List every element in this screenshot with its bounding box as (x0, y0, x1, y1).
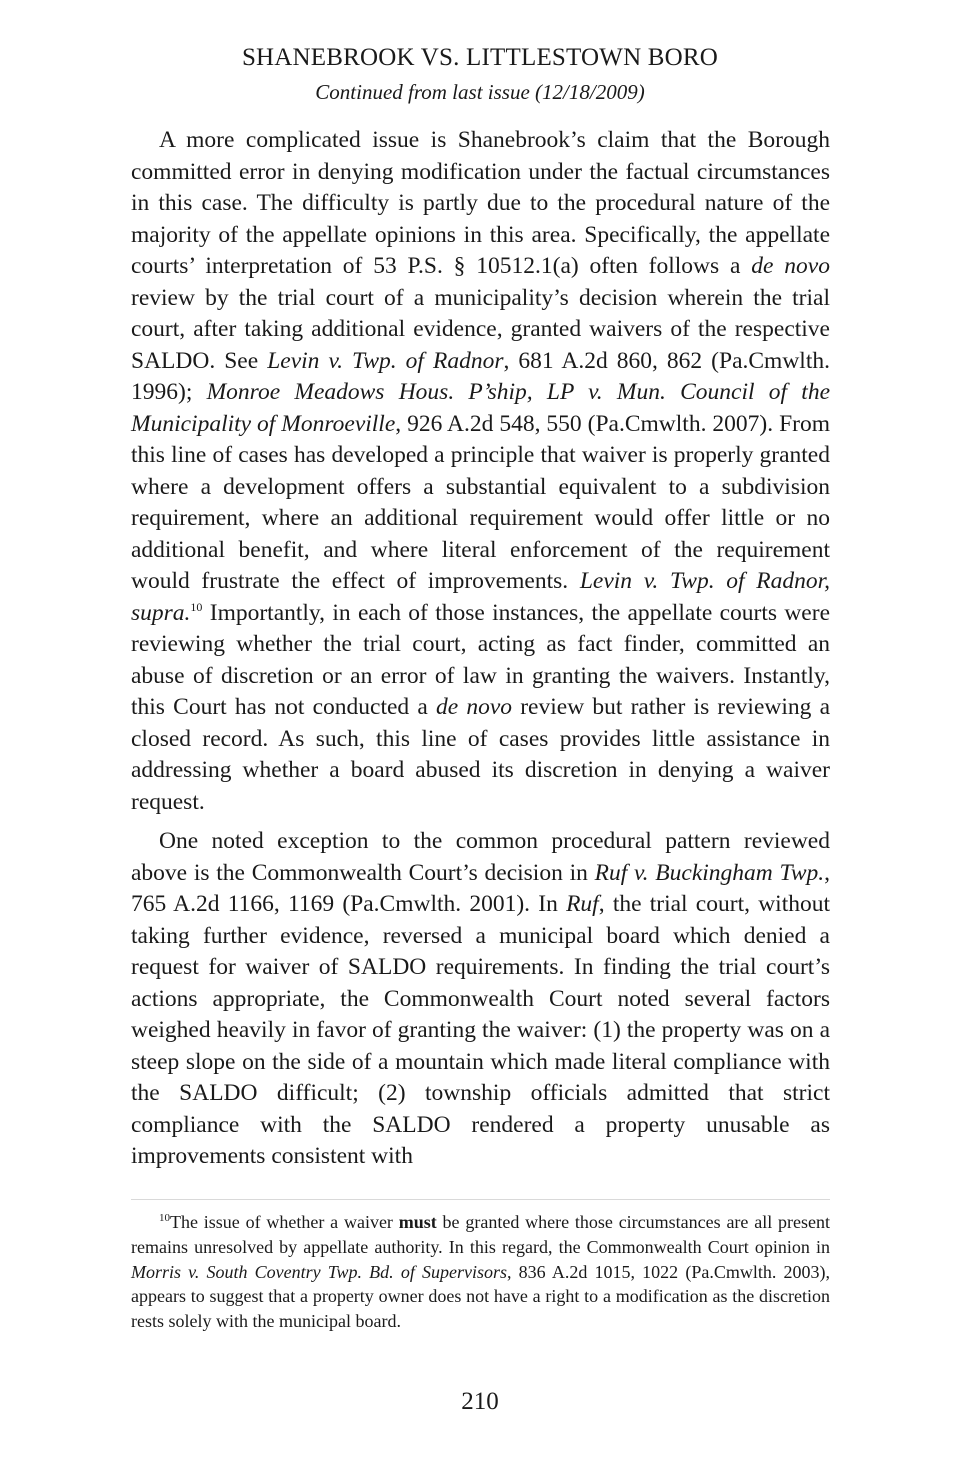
body-text (131, 125, 830, 1173)
footnote-reference[interactable]: 10 (190, 599, 203, 614)
text-run: The issue of whether a waiver (170, 1212, 399, 1232)
footnote-divider (131, 1199, 830, 1200)
case-citation: Ruf (566, 891, 599, 917)
text-run: A more complicated issue is Shanebrook’s claim that the Borough committed error in denying modification under the factual circumstances in this case. The difficulty is partly due to the procedural nature of the majority of the appellate opinions in this area. Specifically, the appellate courts’ interpretation of 53 P.S. § 10512.1(a) often follows a (131, 127, 830, 279)
text-run: , 836 A.2d 1015, 1022 (Pa.Cmwlth. 2003), appears to suggest that a property owner does not have a right to a modification as the discretion rests solely with the municipal board. (131, 1261, 830, 1332)
text-run: review but rather is reviewing a closed record. As such, this line of cases provides little assistance in addressing whether a board abused its discretion in denying a waiver request. (131, 694, 831, 815)
footnote (131, 1210, 830, 1334)
case-title: SHANEBROOK VS. LITTLESTOWN BORO (241, 44, 719, 71)
case-citation: Monroe Meadows Hous. P’ship, LP v. Mun. Council of the Municipality of Monroeville (131, 379, 830, 437)
case-citation: Levin v. Twp. of Radnor (267, 347, 504, 374)
bold-term: must (398, 1212, 437, 1232)
text-run: be granted where those circumstances are all present remains unresolved by appellate authority. In this regard, the Commonwealth Court opinion in (131, 1212, 830, 1257)
text-run: review by the trial court of a municipality’s decision wherein the trial court, after taking additional evidence, granted waivers of the respective SALDO. See (131, 284, 830, 374)
page-number: 210 (461, 1388, 499, 1415)
continuation-note: Continued from last issue (12/18/2009) (315, 80, 645, 104)
text-run: , 926 A.2d 548, 550 (Pa.Cmwlth. 2007). From this line of cases has developed a principle that waiver is properly granted where a development offers a substantial equivalent to a subdivision requirement, where an additional requirement would offer little or no additional benefit, and where literal enforcement of the requirement would frustrate the effect of improvements. (131, 410, 830, 594)
text-run: One noted exception to the common procedural pattern reviewed above is the Commonwealth Court’s decision in (131, 828, 830, 886)
text-run: Importantly, in each of those instances, the appellate courts were reviewing whether the trial court, acting as fact finder, committed an abuse of discretion or an error of law in granting the waivers. Instantly, this Court has not conducted a (131, 599, 830, 720)
paragraph-2 (131, 826, 830, 1173)
paragraph-1 (131, 125, 830, 818)
text-run: , the trial court, without taking further evidence, reversed a municipal board which denied a request for waiver of SALDO requirements. In finding the trial court’s actions appropriate, the Commonwealth Court noted several factors weighed heavily in favor of granting the waiver: (1) the property was on a steep slope on the side of a mountain which made literal compliance with the SALDO difficult; (2) township officials admitted that strict compliance with the SALDO rendered a property unusable as improvements consistent with (131, 891, 831, 1169)
italic-term: de novo (751, 253, 830, 279)
case-citation: Morris v. South Coventry Twp. Bd. of Supervisors (131, 1261, 507, 1282)
case-citation: Levin v. Twp. of Radnor, supra. (131, 568, 830, 626)
text-run: , 765 A.2d 1166, 1169 (Pa.Cmwlth. 2001). In (131, 859, 830, 917)
footnote-number: 10 (159, 1212, 170, 1224)
text-run: , 681 A.2d 860, 862 (Pa.Cmwlth. 1996); (131, 347, 830, 405)
case-citation: Ruf v. Buckingham Twp. (594, 859, 825, 886)
italic-term: de novo (435, 694, 513, 720)
